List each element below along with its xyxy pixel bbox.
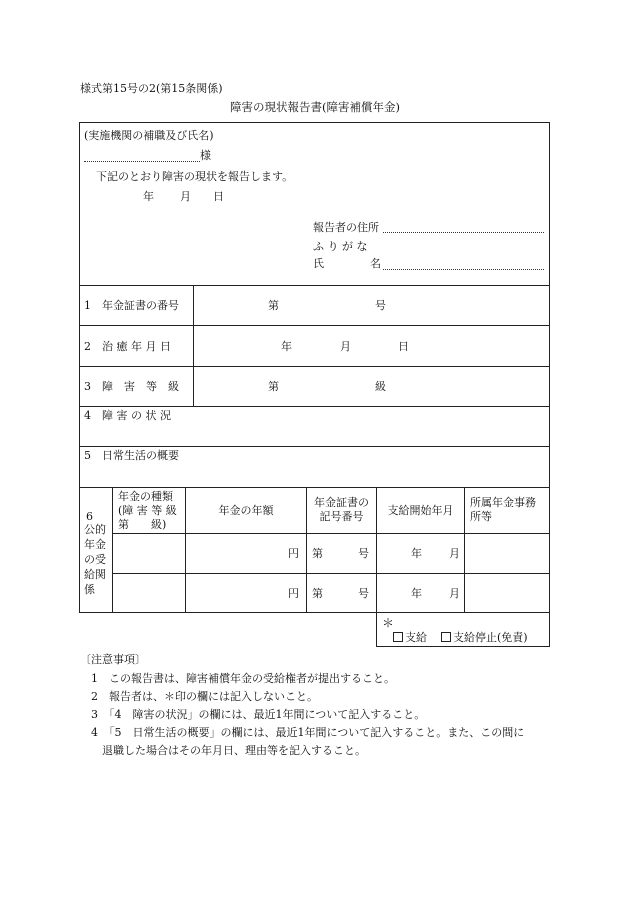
sec6-side-3: 年金 [84,538,106,551]
col-start-date: 支給開始年月 [387,504,454,517]
row1-month: 月 [449,547,460,560]
disability-grade-field[interactable] [194,367,549,406]
recipient-label: (実施機関の補職及び氏名) [84,129,214,142]
suspension-checkbox[interactable] [441,632,451,642]
disability-status-field[interactable] [80,423,549,446]
disability-grade-label: 3 障 害 等 級 [84,380,179,393]
note-4-line1: 4 「5 日常生活の概要」の欄には、最近1年間について記入すること。また、この間に [91,726,525,739]
sec6-side-6: 係 [84,583,95,596]
sec6-side-1: 6 [86,510,93,523]
cure-date-label: 2 治 癒 年 月 日 [84,340,171,353]
col-pension-type-3: 第 級) [118,518,167,531]
suspension-option[interactable] [441,632,528,643]
disability-grade-dai: 第 [268,380,279,393]
col-cert-number-1: 年金証書の [314,496,369,509]
reporter-furigana-label: ふ り が な [313,240,368,253]
cure-date-month: 月 [340,340,351,353]
rule-row4 [79,446,550,447]
daily-life-label: 5 日常生活の概要 [84,449,179,462]
row1-year: 年 [411,547,422,560]
cure-date-day: 日 [398,340,409,353]
reporter-address-label: 報告者の住所 [313,221,379,234]
row2-office-field[interactable] [465,574,549,612]
recipient-suffix: 様 [200,149,211,162]
disability-grade-kyu: 級 [375,380,386,393]
daily-life-field[interactable] [80,463,549,487]
official-asterisk: ＊ [382,616,395,630]
note-3: 3 「4 障害の状況」の欄には、最近1年間について記入すること。 [91,708,426,721]
pension-number-label: 1 年金証書の番号 [84,299,179,312]
report-date-month: 月 [180,190,191,203]
row2-pension-type-field[interactable] [113,574,185,612]
report-date-year: 年 [143,190,154,203]
row1-pension-type-field[interactable] [113,534,185,573]
row1-dai: 第 [312,547,323,560]
row1-yen: 円 [288,547,299,560]
reporter-name-char2: 名 [370,257,381,270]
note-2: 2 報告者は、＊印の欄には記入しないこと。 [91,690,318,703]
suspension-label: 支給停止(免責) [453,631,528,644]
pension-number-go: 号 [375,299,386,312]
rule-row5 [79,487,550,488]
col-office-1: 所属年金事務 [470,496,536,509]
row2-go: 号 [358,587,369,600]
col-office-2: 所等 [470,510,492,523]
pension-number-dai: 第 [268,299,279,312]
sec6-side-5: 給関 [84,568,106,581]
document-title: 障害の現状報告書(障害補償年金) [230,100,400,114]
sec6-side-4: の受 [84,553,106,566]
report-date-day: 日 [213,190,224,203]
disability-status-label: 4 障 害 の 状 況 [84,409,171,422]
form-code: 様式第15号の2(第15条関係) [80,82,223,95]
reporter-name-field[interactable] [383,269,544,270]
sec6-side-2: 公的 [84,523,106,536]
note-4-line2: 退職した場合はその年月日、理由等を記入すること。 [102,744,366,757]
cure-date-field[interactable] [194,326,549,366]
recipient-name-field[interactable] [84,161,200,162]
rule-row3 [79,406,550,407]
row2-yen: 円 [288,587,299,600]
row1-go: 号 [358,547,369,560]
col-pension-amount: 年金の年額 [218,504,274,517]
reporter-name-char1: 氏 [313,257,324,270]
col-pension-type-1: 年金の種類 [118,490,173,503]
row2-month: 月 [449,587,460,600]
intro-statement: 下記のとおり障害の現状を報告します。 [96,170,294,183]
row2-year: 年 [411,587,422,600]
col-cert-number-2: 記号番号 [319,510,364,523]
payment-checkbox[interactable] [393,632,403,642]
payment-option[interactable] [393,632,427,643]
cure-date-year: 年 [281,340,292,353]
notes-heading: 〔注意事項〕 [80,653,146,666]
row1-office-field[interactable] [465,534,549,573]
pension-number-field[interactable] [194,286,549,325]
col-pension-type-2: (障 害 等 級 [118,504,177,517]
payment-label: 支給 [405,631,427,644]
reporter-address-field[interactable] [383,232,544,233]
row2-dai: 第 [312,587,323,600]
note-1: 1 この報告書は、障害補償年金の受給権者が提出すること。 [91,672,395,685]
